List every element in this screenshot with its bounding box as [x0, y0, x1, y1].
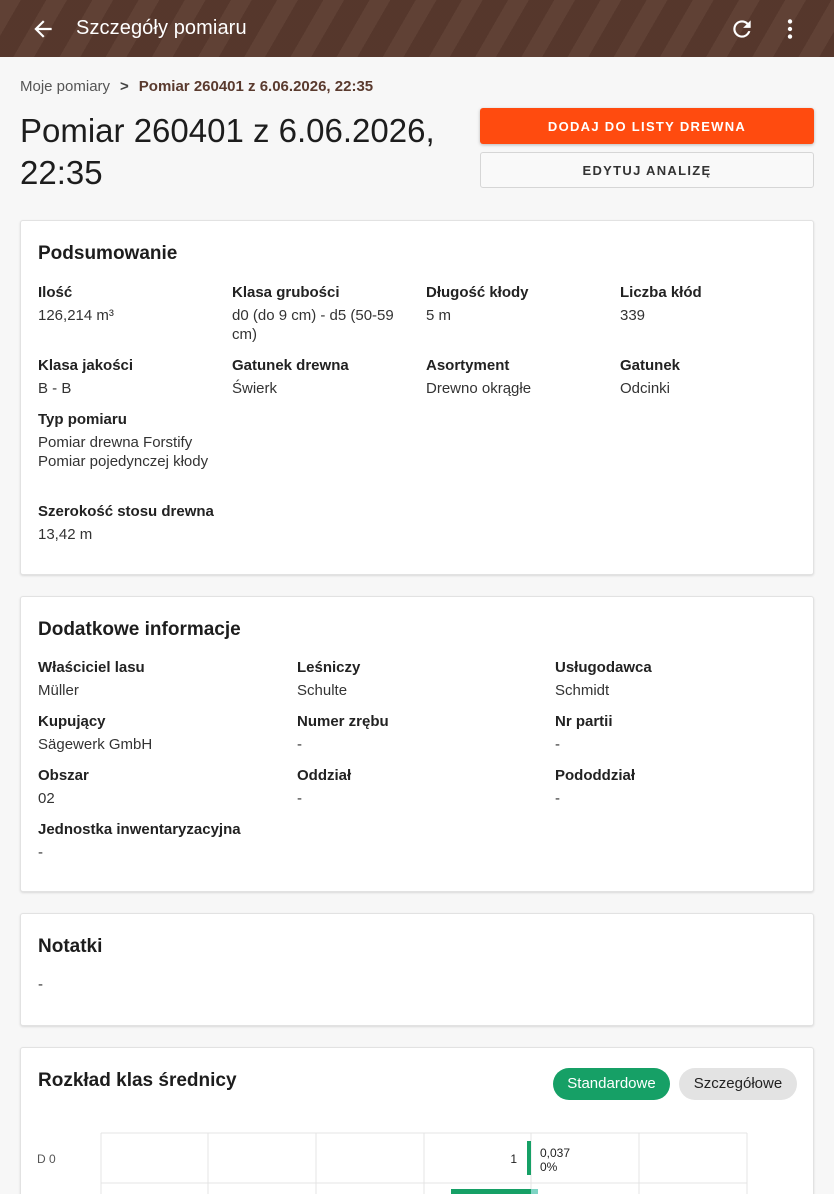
- summary-field-log-count: Liczba kłód 339: [620, 284, 702, 324]
- summary-field-quantity: Ilość 126,214 m³: [38, 284, 114, 324]
- chart-category-label: D 0: [37, 1152, 56, 1166]
- notes-title: Notatki: [38, 936, 103, 957]
- summary-field-thickness-class: Klasa grubości d0 (do 9 cm) - d5 (50-59 cm): [232, 284, 394, 343]
- info-field-cutting-number: Numer zrębu -: [297, 713, 389, 753]
- chart-count-label: 1: [510, 1152, 517, 1166]
- breadcrumb-separator: >: [120, 78, 129, 95]
- additional-info-card: [20, 596, 814, 892]
- summary-field-stack-width: Szerokość stosu drewna 13,42 m: [38, 503, 214, 543]
- breadcrumb-current: Pomiar 260401 z 6.06.2026, 22:35: [138, 78, 374, 95]
- refresh-icon[interactable]: [729, 16, 755, 42]
- diameter-distribution-title: Rozkład klas średnicy: [38, 1070, 237, 1091]
- app-bar: [0, 0, 834, 57]
- summary-field-measurement-type: Typ pomiaru Pomiar drewna Forstify Pomiar pojedynczej kłody: [38, 411, 209, 470]
- app-bar-title: Szczegóły pomiaru: [76, 17, 247, 39]
- notes-card: [20, 913, 814, 1026]
- chart-percent-label: 0%: [540, 1160, 558, 1174]
- chart-volume-label: 0,037: [540, 1146, 571, 1160]
- summary-field-assortment: Asortyment Drewno okrągłe: [426, 357, 532, 397]
- add-to-wood-list-button[interactable]: DODAJ DO LISTY DREWNA: [480, 108, 814, 144]
- summary-field-wood-species: Gatunek drewna Świerk: [232, 357, 349, 397]
- page-title: Pomiar 260401 z 6.06.2026, 22:35: [20, 112, 435, 191]
- chart-grid: [101, 1133, 747, 1194]
- diameter-chart: [20, 1115, 814, 1194]
- chart-bar-partial: [451, 1189, 531, 1194]
- toggle-standard[interactable]: Standardowe: [553, 1068, 670, 1100]
- summary-card: [20, 220, 814, 575]
- info-field-subdivision: Pododdział -: [555, 767, 635, 807]
- summary-title: Podsumowanie: [38, 243, 178, 264]
- info-field-forester: Leśniczy Schulte: [297, 659, 361, 699]
- info-field-buyer: Kupujący Sägewerk GmbH: [38, 713, 153, 753]
- chart-bar-partial-light: [531, 1189, 538, 1194]
- info-field-batch-number: Nr partii -: [555, 713, 613, 753]
- chart-rows: [37, 1141, 570, 1194]
- summary-field-log-length: Długość kłody 5 m: [426, 284, 529, 324]
- back-arrow-icon[interactable]: [30, 16, 56, 42]
- breadcrumb-parent-link[interactable]: Moje pomiary: [20, 78, 111, 95]
- edit-analysis-button[interactable]: EDYTUJ ANALIZĘ: [480, 152, 814, 188]
- info-field-forest-owner: Właściciel lasu Müller: [38, 659, 145, 699]
- info-field-inventory-unit: Jednostka inwentaryzacyjna -: [38, 821, 241, 861]
- summary-field-type: Gatunek Odcinki: [620, 357, 681, 397]
- additional-info-title: Dodatkowe informacje: [38, 619, 241, 640]
- notes-value: -: [38, 976, 43, 993]
- info-field-division: Oddział -: [297, 767, 352, 807]
- toggle-detailed[interactable]: Szczegółowe: [679, 1068, 797, 1100]
- breadcrumb: [20, 78, 373, 95]
- more-vert-icon[interactable]: [777, 16, 803, 42]
- chart-bar: [527, 1141, 531, 1175]
- summary-field-quality-class: Klasa jakości B - B: [38, 357, 134, 397]
- info-field-service-provider: Usługodawca Schmidt: [555, 659, 652, 699]
- info-field-area: Obszar 02: [38, 767, 89, 807]
